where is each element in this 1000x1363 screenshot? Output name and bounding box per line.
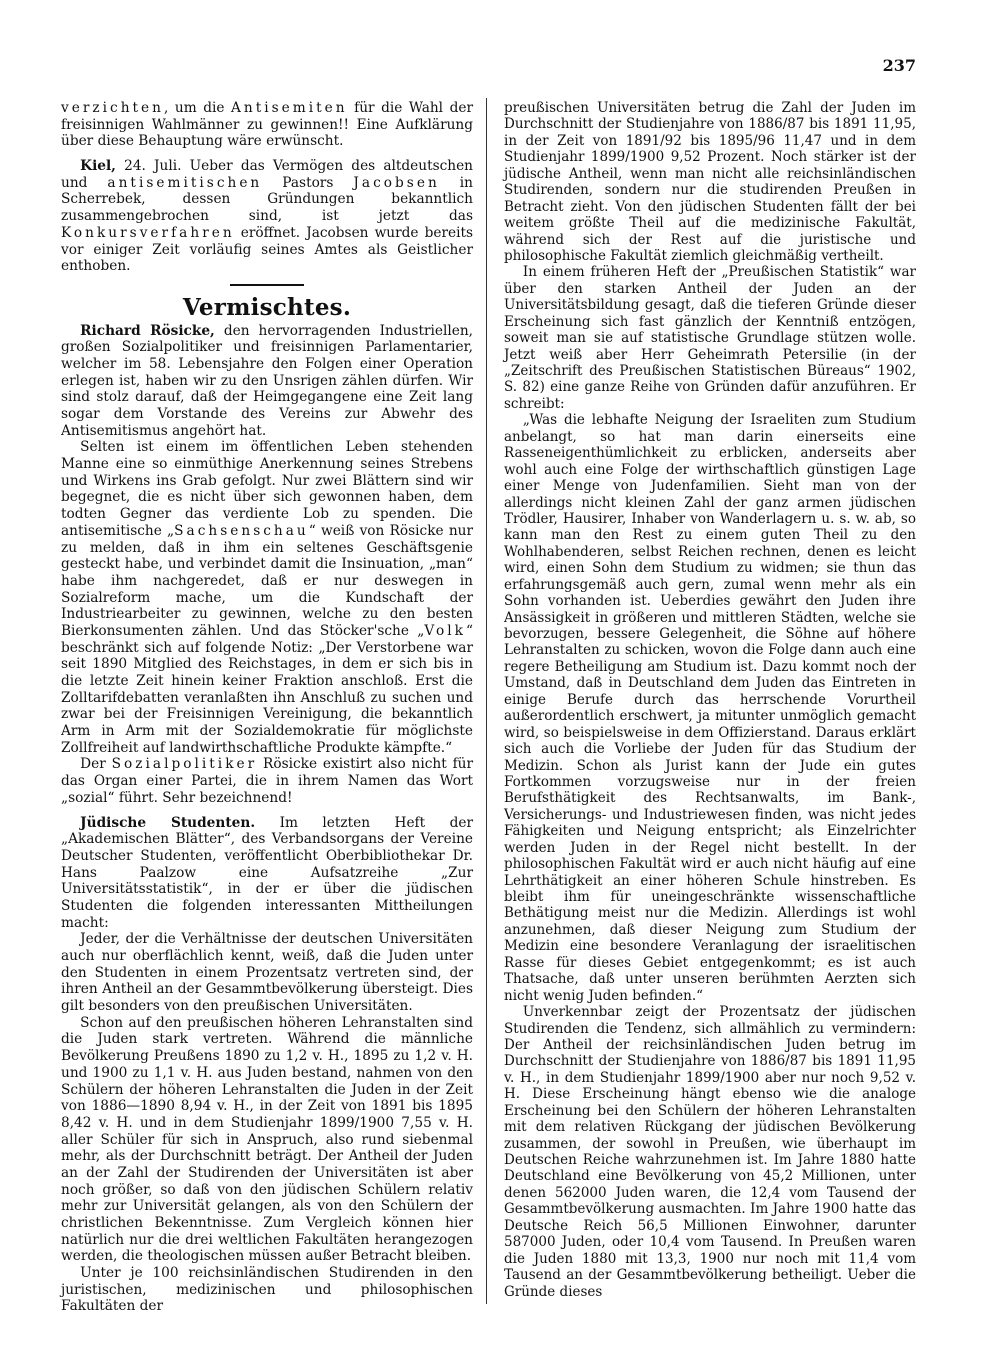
text-run: “ weiß von Rösicke nur zu melden, daß in ihm ein seltenes Geschäftsgenie gesteckt habe, und verbindet damit die Insinuation, „man“ habe ihm nachgeredet, daß er nur deswegen in Sozialreform mache, um die Kundschaft der Industriearbeiter zu gewinnen, welche zu den besten Bierkonsumenten zählen. Und das Stöcker'sche „ (61, 522, 473, 639)
section-divider (230, 284, 304, 286)
spaced-word: Konkursverfahren (61, 224, 235, 241)
right-paragraph-2: In einem früheren Heft der „Preußischen Statistik“ war über den starken Antheil der Juden an der Universitätsbildung gesagt, daß die tieferen Gründe dieser Erscheinung sich fast gänzlich der Kenntniß entzögen, soweit man sie auf statistische Grundlage stützen wolle. Jetzt weiß aber Herr Geheimrath Petersilie (in der „Zeitschrift des Preußischen Statistischen Büreaus“ 1902, S. 82) eine ganze Reihe von Gründen dafür anzuführen. Er schreibt: (504, 264, 916, 412)
kiel-paragraph (61, 158, 473, 275)
text-run: für die Wahl der freisinnigen Wahlmänner zu gewinnen!! Eine Aufklärung über diese Behauptung wäre erwünscht. (61, 100, 473, 150)
spaced-word: Sozialpolitiker (111, 756, 258, 773)
article-heading: Jüdische Studenten. (80, 814, 256, 831)
text-run: , um die (164, 100, 231, 116)
spaced-word: antisemitischen (107, 174, 263, 191)
section-heading: Vermischtes. (182, 293, 352, 321)
text-run: eröffnet. Jacobsen wurde bereits vor einiger Zeit vorläufig seines Amtes als Geistlicher enthoben. (61, 224, 473, 275)
page-number: 237 (882, 56, 916, 75)
text-run: 24. Juli. Ueber das Vermögen des altdeutschen und (61, 158, 473, 191)
students-paragraph (61, 815, 473, 932)
quotation: „Was die lebhafte Neigung der Israeliten zum Studium anbelangt, so hat man darin einerseits eine Rasseneigenthümlichkeit zu erblicken, anderseits aber wohl auch eine Folge der wirthschaftlich günstigen Lage einer Menge von Judenfamilien. Sieht man von der allerdings nicht kleinen Zahl der ganz armen jüdischen Trödler, Hausirer, Inhaber von Wanderlagern u. s. w. ab, so kann man den Rest zu einem guten Theil zu den Wohlhabenderen, selbst Reichen rechnen, denen es leicht wird, einen Sohn dem Studium zu widmen; sie thun das erfahrungsgemäß auch gern, zumal wenn mehr als ein Sohn vorhanden ist. Ueberdies gewährt den Juden ihre Ansässigkeit in größeren und mittleren Städten, welche sie bevorzugen, bessere Gelegenheit, die Söhne auf höhere Lehranstalten zu schicken, wovon die Folge dann auch eine regere Betheiligung am Studium ist. Dazu kommt noch der Umstand, daß in Deutschland dem Juden das Eintreten in einige Berufe durch das herrschende Vorurtheil außerordentlich erschwert, ja mitunter unmöglich gemacht wird, so beispielsweise in dem Offizierstand. Daraus erklärt sich auch die Vorliebe der Juden für das Studium der Medizin. Schon als Jurist kann der Jude ein gutes Fortkommen vorzugsweise nur in der freien Berufsthätigkeit des Rechtsanwalts, im Bank-, Versicherungs- und Industriewesen finden, was nicht jedes Fähigkeiten und Neigung entspricht; als Einzelrichter werden Juden in der Regel nicht bestellt. In der philosophischen Fakultät wird er auch nicht häufig auf eine Lehrthätigkeit an einer höheren Schule hinstreben. Es bleibt ihm für uneingeschränkte wissenschaftliche Bethätigung meist nur die Medizin. Allerdings ist wohl anzunehmen, daß dieser Neigung zum Studium der Medizin eine besondere Veranlagung der israelitischen Rasse für dieses Gebiet entgegenkommt; es ist auch Thatsache, daß unter unseren berühmten Aerzten sich nicht wenig Juden befinden.“ (504, 412, 916, 1004)
roesicke-paragraph-3 (61, 756, 473, 806)
spaced-word: Antisemiten (230, 100, 348, 116)
roesicke-paragraph-2 (61, 439, 473, 756)
spaced-word: Sachsenschau (174, 522, 309, 539)
text-run: Im letzten Heft der „Akademischen Blätter“, des Verbandsorgans der Vereine Deutscher Studenten, veröffentlicht Oberbibliothekar Dr. Hans Paalzow eine Aufsatzreihe „Zur Universitätsstatistik“, in der er über die jüdischen Studenten die folgenden interessanten Mittheilungen macht: (61, 814, 473, 931)
text-run: Pastors (262, 174, 354, 191)
spaced-word: Jacobsen (353, 174, 440, 191)
text-run: den hervorragenden Industriellen, großen Sozialpolitiker und freisinnigen Parlamentarier, welcher im 58. Lebensjahre den Folgen einer Operation erlegen ist, haben wir zu den Unsrigen zählen dürfen. Wir sind stolz darauf, daß der Heimgegangene eine Zeit lang sogar dem Vorstande des Vereins zur Abwehr des Antisemitismus angehört hat. (61, 322, 473, 439)
spaced-word: verzichten (61, 100, 165, 116)
intro-paragraph (61, 100, 473, 150)
spaced-word: Volk (424, 622, 466, 639)
dateline: Kiel, (80, 158, 116, 175)
text-run: Rösicke existirt also nicht für das Organ einer Partei, die in ihrem Namen das Wort „sozial“ führt. Sehr bezeichnend! (61, 756, 474, 806)
text-run: in Scherrebek, dessen Gründungen bekanntlich zusammengebrochen sind, ist jetzt das (61, 174, 473, 225)
students-paragraph-2: Jeder, der die Verhältnisse der deutschen Universitäten auch nur oberflächlich kennt, weiß, daß die Juden unter den Studenten in einem Prozentsatz vertreten sind, der ihren Antheil an der Gesammtbevölkerung übersteigt. Dies gilt besonders von den preußischen Universitäten. (61, 931, 473, 1015)
text-run: Der (80, 756, 112, 773)
students-paragraph-4: Unter je 100 reichsinländischen Studirenden in den juristischen, medizinischen und philosophischen Fakultäten der (61, 1265, 473, 1315)
roesicke-paragraph (61, 323, 473, 440)
right-paragraph-3: Unverkennbar zeigt der Prozentsatz der jüdischen Studirenden die Tendenz, sich allmählich zu vermindern: Der Antheil der reichsinländischen Juden betrug im Durchschnitt der Studienjahre von 1886/87 bis 1891 11,95 v. H., in dem Studienjahr 1899/1900 aber nur noch 9,52 v. H. Diese Erscheinung hängt ebenso wie die analoge Erscheinung bei den Schülern der höheren Lehranstalten mit dem relativen Rückgang der jüdischen Bevölkerung zusammen, der sowohl in Preußen, wie überhaupt im Deutschen Reiche wahrzunehmen ist. Im Jahre 1880 hatte Deutschland eine Bevölkerung von 45,2 Millionen, unter denen 562000 Juden waren, die 12,4 vom Tausend der Gesammtbevölkerung ausmachten. Im Jahre 1900 hatte das Deutsche Reich 56,5 Millionen Einwohner, darunter 587000 Juden, oder 10,4 vom Tausend. In Preußen waren die Juden 1880 mit 13,3, 1900 nur noch mit 11,4 vom Tausend an der Gesammtbevölkerung betheiligt. Ueber die Gründe dieses (504, 1004, 916, 1300)
right-paragraph-1: preußischen Universitäten betrug die Zahl der Juden im Durchschnitt der Studienjahre von 1886/87 bis 1891 11,95, in der Zeit von 1891/92 bis 1895/96 11,47 und in dem Studienjahr 1899/1900 9,52 Prozent. Noch stärker ist der jüdische Antheil, wenn man nicht alle reichsinländischen Studirenden, sondern nur die studirenden Preußen in Betracht zieht. Von den jüdischen Studenten fällt der bei weitem größte Theil auf die medizinische Fakultät, während sich der Rest auf die juristische und philosophische Fakultät ziemlich gleichmäßig vertheilt. (504, 100, 916, 264)
article-heading: Richard Rösicke, (80, 322, 215, 339)
text-run: “ beschränkt sich auf folgende Notiz: „Der Verstorbene war seit 1890 Mitglied des Reichstages, in dem er sich bis in die letzte Zeit hinein keiner Fraktion anschloß. Erst die Zolltarifdebatten veranlaßten ihn Anschluß zu suchen und zwar bei der Freisinnigen Vereinigung, die bekanntlich Arm in Arm mit der Sozialdemokratie für möglichste Zollfreiheit auf landwirthschaftliche Produkte kämpfte.“ (61, 622, 473, 756)
left-column (61, 100, 473, 1315)
right-column (504, 100, 916, 1300)
text-run: Selten ist einem im öffentlichen Leben stehenden Manne eine so einmüthige Anerkennung seines Strebens und Wirkens ins Grab gefolgt. Nur zwei Blättern sind wir begegnet, die es nicht über sich gewonnen haben, dem todten Gegner das verdiente Lob zu spenden. Die antisemitische „ (61, 439, 473, 539)
column-rule (486, 98, 487, 1304)
students-paragraph-3: Schon auf den preußischen höheren Lehranstalten sind die Juden stark vertreten. Während die männliche Bevölkerung Preußens 1890 zu 1,2 v. H., 1895 zu 1,2 v. H. und 1900 zu 1,1 v. H. aus Juden bestand, nahmen von den Schülern der höheren Lehranstalten die Juden in der Zeit von 1886—1890 8,94 v. H., in der Zeit von 1891 bis 1895 8,42 v. H. und in dem Studienjahr 1899/1900 7,55 v. H. aller Schüler für sich in Anspruch, also rund siebenmal mehr, als der Durchschnitt beträgt. Der Antheil der Juden an der Zahl der Studirenden der Universitäten ist aber noch größer, so daß von den jüdischen Schülern relativ mehr zur Universität gelangen, als von den Schülern der christlichen Bekenntnisse. Zum Vergleich können hier natürlich nur die drei weltlichen Fakultäten herangezogen werden, die theologischen müssen außer Betracht bleiben. (61, 1014, 473, 1265)
